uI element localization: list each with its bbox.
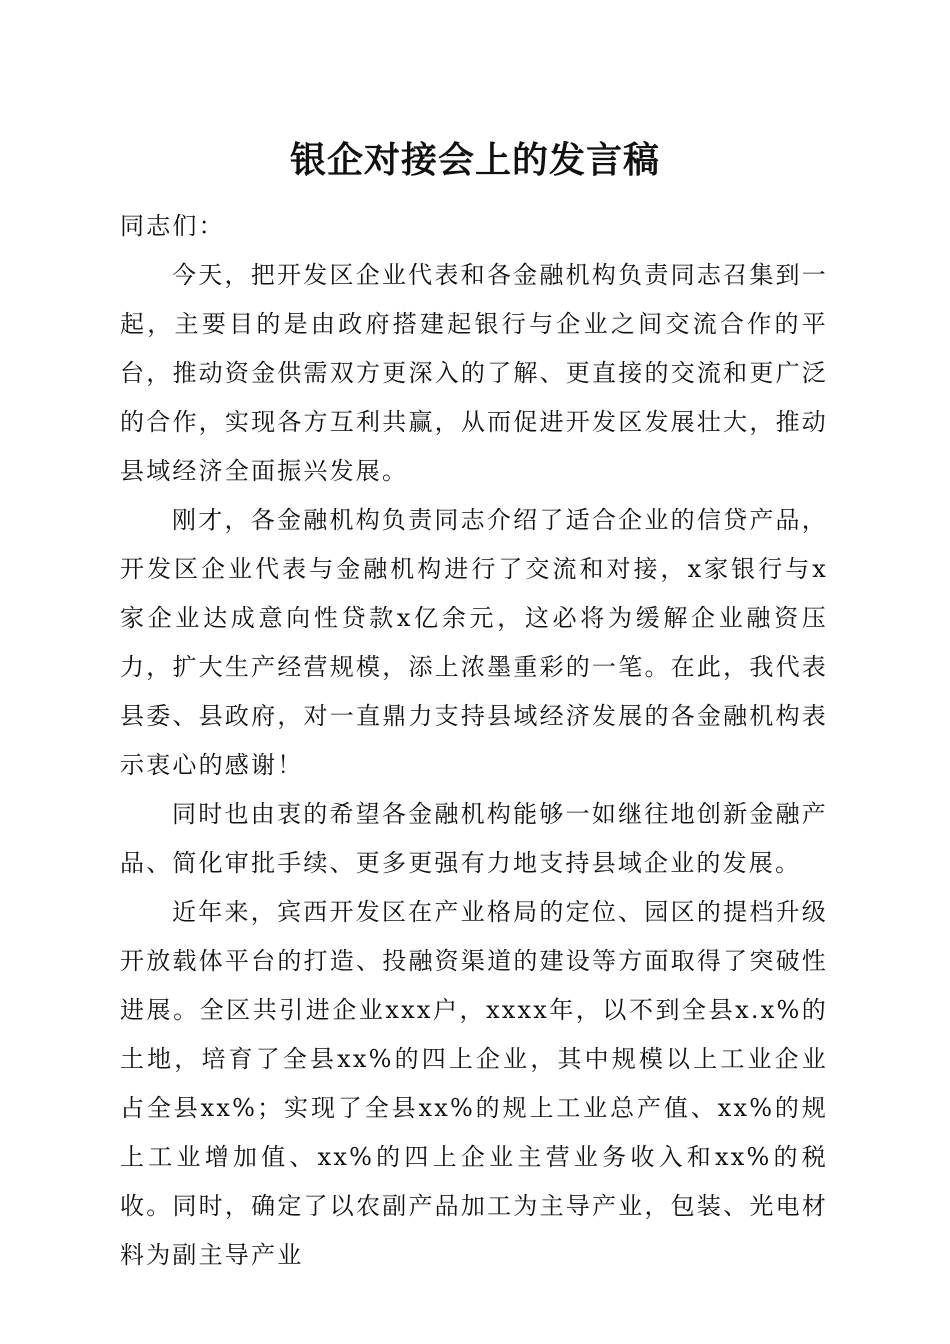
paragraph-3: 同时也由衷的希望各金融机构能够一如继往地创新金融产品、简化审批手续、更多更强有力地支持县域企业的发展。 bbox=[120, 800, 828, 877]
paragraph-4: 近年来，宾西开发区在产业格局的定位、园区的提档升级开放载体平台的打造、投融资渠道的建设等方面取得了突破性进展。全区共引进企业xxx户，xxxx年，以不到全县x.x%的土地，培育了全县xx%的四上企业，其中规模以上工业企业占全县xx%；实现了全县xx%的规上工业总产值、xx%的规上工业增加值、xx%的四上企业主营业务收入和xx%的税收。同时，确定了以农副产品加工为主导产业，包装、光电材料为副主导产业 bbox=[120, 898, 828, 1269]
greeting: 同志们： bbox=[120, 212, 225, 240]
paragraph-2: 刚才，各金融机构负责同志介绍了适合企业的信贷产品，开发区企业代表与金融机构进行了交流和对接，x家银行与x家企业达成意向性贷款x亿余元，这必将为缓解企业融资压力，扩大生产经营规模，添上浓墨重彩的一笔。在此，我代表县委、县政府，对一直鼎力支持县域经济发展的各金融机构表示衷心的感谢！ bbox=[120, 506, 828, 779]
page-title: 银企对接会上的发言稿 bbox=[289, 139, 660, 181]
document-body bbox=[120, 202, 828, 1280]
paragraph-1: 今天，把开发区企业代表和各金融机构负责同志召集到一起，主要目的是由政府搭建起银行与企业之间交流合作的平台，推动资金供需双方更深入的了解、更直接的交流和更广泛的合作，实现各方互利共赢，从而促进开发区发展壮大，推动县域经济全面振兴发展。 bbox=[120, 261, 828, 485]
